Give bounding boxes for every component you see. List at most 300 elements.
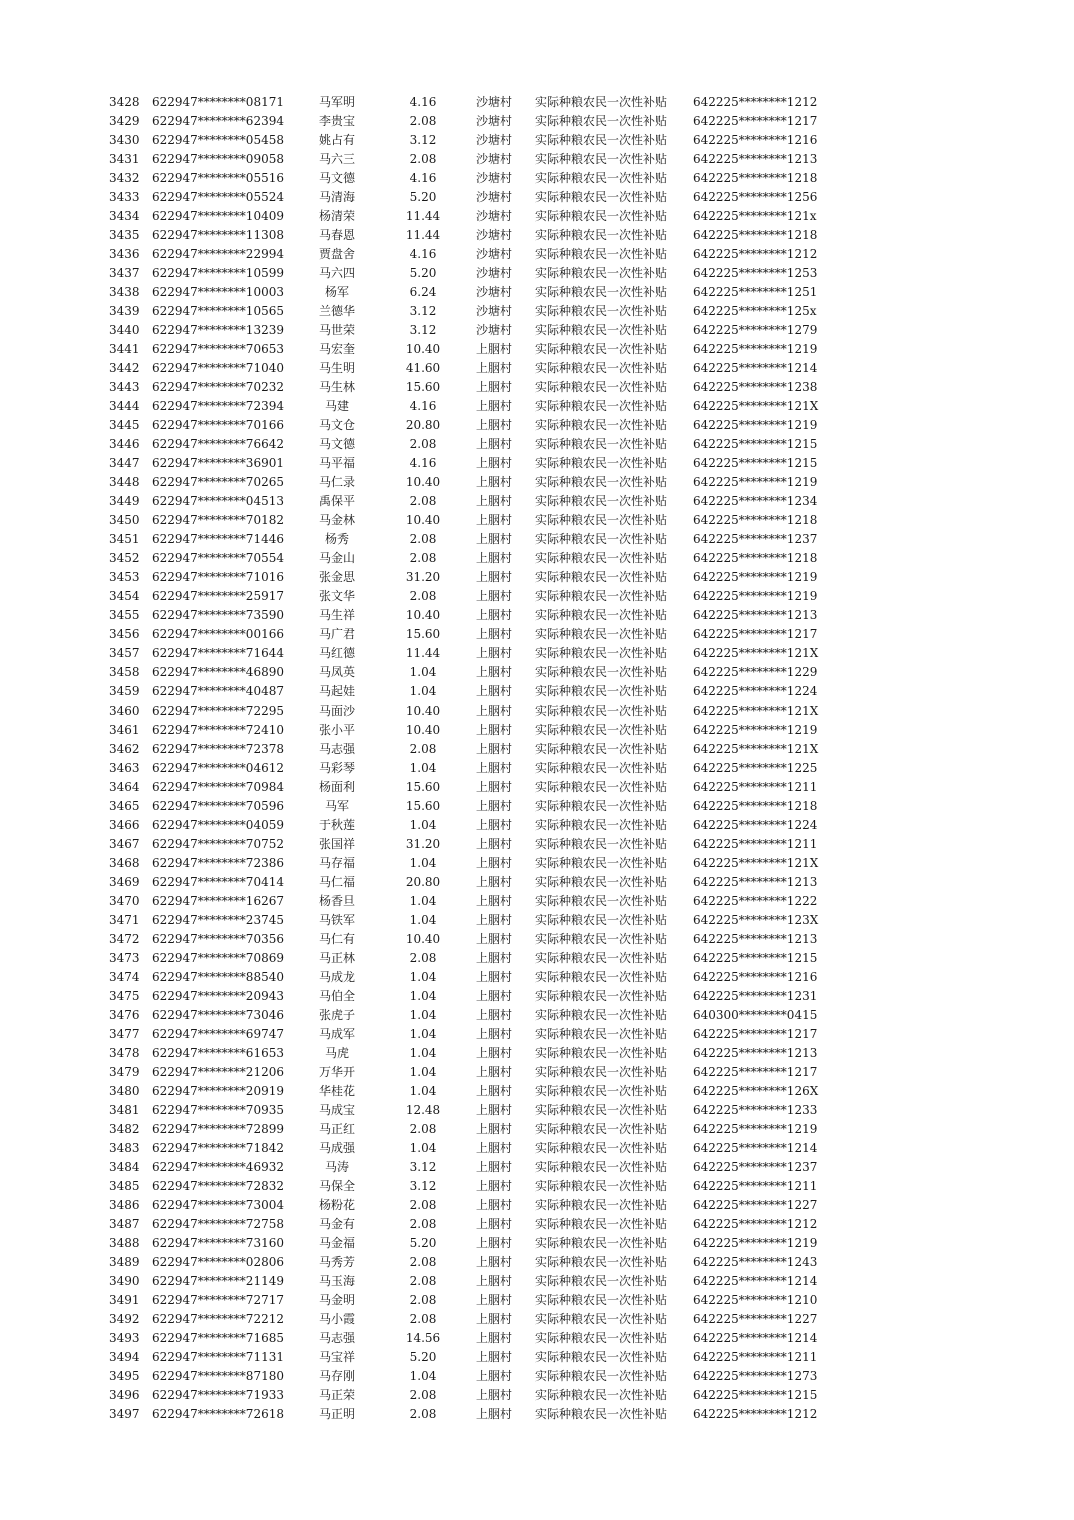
row-index: 3469 xyxy=(109,874,140,889)
row-index: 3467 xyxy=(109,836,140,851)
village-name: 上胭村 xyxy=(476,1197,513,1212)
farmer-name: 马金山 xyxy=(318,551,355,566)
account-number: 622947********72212 xyxy=(152,1312,284,1326)
village-name: 上胭村 xyxy=(476,779,513,794)
subsidy-type: 实际种粮农民一次性补贴 xyxy=(535,1083,668,1098)
table-row xyxy=(0,835,1074,854)
farmer-name: 马红德 xyxy=(318,646,355,661)
account-number: 622947********73160 xyxy=(152,1235,284,1250)
row-index: 3431 xyxy=(109,152,140,167)
village-name: 上胭村 xyxy=(476,1369,513,1384)
account-number: 622947********62394 xyxy=(152,114,284,129)
row-index: 3455 xyxy=(109,608,140,623)
subsidy-amount: 41.60 xyxy=(405,361,441,376)
id-number: 642225********1219 xyxy=(693,1121,818,1136)
table-row xyxy=(0,492,1074,511)
table-row xyxy=(0,359,1074,378)
id-number: 642225********1218 xyxy=(693,551,818,566)
subsidy-amount: 2.08 xyxy=(409,494,437,509)
id-number: 642225********1224 xyxy=(693,817,818,832)
village-name: 上胭村 xyxy=(476,494,513,509)
farmer-name: 马志强 xyxy=(318,741,355,756)
account-number: 622947********70653 xyxy=(152,342,284,357)
subsidy-amount: 1.04 xyxy=(409,665,437,680)
account-number: 622947********10599 xyxy=(152,266,284,281)
farmer-name: 杨香旦 xyxy=(318,893,355,908)
row-index: 3481 xyxy=(109,1102,140,1117)
subsidy-type: 实际种粮农民一次性补贴 xyxy=(535,1350,668,1365)
subsidy-amount: 3.12 xyxy=(409,323,437,338)
account-number: 622947********72832 xyxy=(152,1178,284,1193)
subsidy-amount: 11.44 xyxy=(405,209,441,224)
subsidy-type: 实际种粮农民一次性补贴 xyxy=(535,703,668,718)
village-name: 沙塘村 xyxy=(476,323,513,338)
farmer-name: 马金福 xyxy=(318,1235,355,1250)
id-number: 642225********1273 xyxy=(693,1369,818,1384)
village-name: 上胭村 xyxy=(476,684,513,699)
row-index: 3452 xyxy=(109,551,140,566)
account-number: 622947********20943 xyxy=(152,988,284,1003)
row-index: 3436 xyxy=(109,247,140,262)
account-number: 622947********04513 xyxy=(152,494,284,509)
account-number: 622947********71842 xyxy=(152,1140,284,1155)
table-row xyxy=(0,1196,1074,1215)
subsidy-amount: 2.08 xyxy=(409,437,437,452)
account-number: 622947********25917 xyxy=(152,589,284,604)
account-number: 622947********88540 xyxy=(152,969,284,984)
subsidy-amount: 1.04 xyxy=(409,1140,437,1155)
row-index: 3462 xyxy=(109,741,140,756)
account-number: 622947********87180 xyxy=(152,1369,284,1384)
table-row xyxy=(0,1386,1074,1405)
village-name: 上胭村 xyxy=(476,1235,513,1250)
table-row xyxy=(0,987,1074,1006)
account-number: 622947********20919 xyxy=(152,1083,284,1098)
id-number: 642225********1217 xyxy=(693,1064,818,1079)
subsidy-type: 实际种粮农民一次性补贴 xyxy=(535,380,668,395)
village-name: 上胭村 xyxy=(476,1254,513,1269)
subsidy-type: 实际种粮农民一次性补贴 xyxy=(535,1045,668,1060)
farmer-name: 马正红 xyxy=(318,1121,355,1136)
table-row xyxy=(0,949,1074,968)
village-name: 上胭村 xyxy=(476,627,513,642)
village-name: 上胭村 xyxy=(476,817,513,832)
subsidy-type: 实际种粮农民一次性补贴 xyxy=(535,475,668,490)
table-row xyxy=(0,302,1074,321)
row-index: 3488 xyxy=(109,1235,140,1250)
village-name: 上胭村 xyxy=(476,418,513,433)
id-number: 642225********1211 xyxy=(693,1178,818,1193)
row-index: 3474 xyxy=(109,969,140,984)
subsidy-type: 实际种粮农民一次性补贴 xyxy=(535,722,668,737)
table-row xyxy=(0,721,1074,740)
farmer-name: 杨清荣 xyxy=(318,209,355,224)
table-row xyxy=(0,1367,1074,1386)
table-row xyxy=(0,682,1074,701)
subsidy-amount: 4.16 xyxy=(409,399,437,414)
farmer-name: 马金林 xyxy=(318,513,355,528)
village-name: 上胭村 xyxy=(476,1331,513,1346)
table-row xyxy=(0,511,1074,530)
subsidy-type: 实际种粮农民一次性补贴 xyxy=(535,988,668,1003)
account-number: 622947********08171 xyxy=(152,95,284,109)
id-number: 642225********1219 xyxy=(693,342,818,357)
row-index: 3484 xyxy=(109,1159,140,1174)
farmer-name: 马仁福 xyxy=(318,874,355,889)
subsidy-type: 实际种粮农民一次性补贴 xyxy=(535,646,668,661)
account-number: 622947********72295 xyxy=(152,703,284,718)
subsidy-type: 实际种粮农民一次性补贴 xyxy=(535,912,668,927)
table-row xyxy=(0,340,1074,359)
row-index: 3457 xyxy=(109,646,140,661)
table-row xyxy=(0,1329,1074,1348)
row-index: 3446 xyxy=(109,437,140,452)
subsidy-type: 实际种粮农民一次性补贴 xyxy=(535,1121,668,1136)
village-name: 上胭村 xyxy=(476,1064,513,1079)
row-index: 3479 xyxy=(109,1064,140,1079)
farmer-name: 马建 xyxy=(324,399,349,414)
subsidy-type: 实际种粮农民一次性补贴 xyxy=(535,266,668,281)
farmer-name: 马文德 xyxy=(318,437,355,452)
table-row xyxy=(0,854,1074,873)
subsidy-type: 实际种粮农民一次性补贴 xyxy=(535,760,668,775)
account-number: 622947********21206 xyxy=(152,1064,284,1079)
account-number: 622947********16267 xyxy=(152,893,284,908)
farmer-name: 张虎子 xyxy=(318,1007,355,1022)
table-row xyxy=(0,930,1074,949)
account-number: 622947********72758 xyxy=(152,1216,284,1231)
subsidy-amount: 4.16 xyxy=(409,95,437,109)
village-name: 上胭村 xyxy=(476,1026,513,1041)
table-row xyxy=(0,911,1074,930)
subsidy-amount: 1.04 xyxy=(409,988,437,1003)
table-row xyxy=(0,1291,1074,1310)
id-number: 642225********1211 xyxy=(693,1350,818,1365)
id-number: 642225********1218 xyxy=(693,513,818,528)
village-name: 沙塘村 xyxy=(476,304,513,319)
account-number: 622947********72394 xyxy=(152,399,284,414)
row-index: 3445 xyxy=(109,418,140,433)
id-number: 642225********1212 xyxy=(693,1407,818,1422)
account-number: 622947********09058 xyxy=(152,152,284,167)
row-index: 3440 xyxy=(109,323,140,338)
table-row xyxy=(0,1253,1074,1272)
village-name: 上胭村 xyxy=(476,399,513,414)
table-row xyxy=(0,1101,1074,1120)
table-row xyxy=(0,150,1074,169)
subsidy-type: 实际种粮农民一次性补贴 xyxy=(535,1254,668,1269)
id-number: 642225********1214 xyxy=(693,1331,818,1346)
subsidy-type: 实际种粮农民一次性补贴 xyxy=(535,608,668,623)
village-name: 上胭村 xyxy=(476,1312,513,1326)
account-number: 622947********71685 xyxy=(152,1331,284,1346)
row-index: 3478 xyxy=(109,1045,140,1060)
subsidy-amount: 2.08 xyxy=(409,1197,437,1212)
id-number: 642225********1215 xyxy=(693,1388,818,1403)
account-number: 622947********72899 xyxy=(152,1121,284,1136)
table-row xyxy=(0,1348,1074,1367)
farmer-name: 马成宝 xyxy=(318,1102,355,1117)
farmer-name: 马凤英 xyxy=(318,665,355,680)
account-number: 622947********10003 xyxy=(152,285,284,300)
id-number: 642225********1213 xyxy=(693,608,818,623)
table-row xyxy=(0,816,1074,835)
account-number: 622947********71644 xyxy=(152,646,284,661)
subsidy-amount: 2.08 xyxy=(409,741,437,756)
account-number: 622947********70869 xyxy=(152,950,284,965)
row-index: 3490 xyxy=(109,1273,140,1288)
subsidy-amount: 2.08 xyxy=(409,1312,437,1326)
row-index: 3492 xyxy=(109,1312,140,1326)
id-number: 642225********1219 xyxy=(693,589,818,604)
subsidy-type: 实际种粮农民一次性补贴 xyxy=(535,532,668,547)
subsidy-amount: 2.08 xyxy=(409,1407,437,1422)
subsidy-amount: 15.60 xyxy=(405,779,441,794)
subsidy-amount: 3.12 xyxy=(409,304,437,319)
village-name: 上胭村 xyxy=(476,988,513,1003)
village-name: 上胭村 xyxy=(476,741,513,756)
account-number: 622947********02806 xyxy=(152,1254,284,1269)
table-row xyxy=(0,892,1074,911)
table-row xyxy=(0,93,1074,112)
subsidy-amount: 20.80 xyxy=(405,418,441,433)
village-name: 上胭村 xyxy=(476,361,513,376)
row-index: 3466 xyxy=(109,817,140,832)
id-number: 642225********1213 xyxy=(693,1045,818,1060)
account-number: 622947********70182 xyxy=(152,513,284,528)
subsidy-type: 实际种粮农民一次性补贴 xyxy=(535,1331,668,1346)
account-number: 622947********72378 xyxy=(152,741,284,756)
farmer-name: 杨军 xyxy=(324,285,349,300)
id-number: 642225********1222 xyxy=(693,893,818,908)
farmer-name: 马起娃 xyxy=(318,684,355,699)
table-row xyxy=(0,131,1074,150)
account-number: 622947********46932 xyxy=(152,1159,284,1174)
id-number: 642225********1234 xyxy=(693,494,818,509)
row-index: 3487 xyxy=(109,1216,140,1231)
table-row xyxy=(0,797,1074,816)
subsidy-amount: 2.08 xyxy=(409,152,437,167)
subsidy-type: 实际种粮农民一次性补贴 xyxy=(535,1369,668,1384)
subsidy-type: 实际种粮农民一次性补贴 xyxy=(535,798,668,813)
farmer-name: 马存刚 xyxy=(318,1369,355,1384)
id-number: 642225********1219 xyxy=(693,570,818,585)
row-index: 3437 xyxy=(109,266,140,281)
farmer-name: 马春恩 xyxy=(318,228,355,243)
id-number: 642225********1217 xyxy=(693,114,818,129)
farmer-name: 马秀芳 xyxy=(318,1254,355,1269)
farmer-name: 马正林 xyxy=(318,950,355,965)
farmer-name: 马成强 xyxy=(318,1140,355,1155)
row-index: 3430 xyxy=(109,133,140,148)
subsidy-amount: 1.04 xyxy=(409,817,437,832)
table-row xyxy=(0,264,1074,283)
row-index: 3493 xyxy=(109,1331,140,1346)
subsidy-type: 实际种粮农民一次性补贴 xyxy=(535,152,668,167)
farmer-name: 马文仓 xyxy=(318,418,355,433)
table-row xyxy=(0,1310,1074,1329)
table-row xyxy=(0,112,1074,131)
subsidy-type: 实际种粮农民一次性补贴 xyxy=(535,209,668,224)
id-number: 642225********121x xyxy=(693,209,817,224)
farmer-name: 马正荣 xyxy=(318,1388,355,1403)
row-index: 3447 xyxy=(109,456,140,471)
village-name: 上胭村 xyxy=(476,1121,513,1136)
farmer-name: 马文德 xyxy=(318,171,355,186)
village-name: 上胭村 xyxy=(476,646,513,661)
subsidy-type: 实际种粮农民一次性补贴 xyxy=(535,969,668,984)
row-index: 3483 xyxy=(109,1140,140,1155)
table-row xyxy=(0,663,1074,682)
row-index: 3473 xyxy=(109,950,140,965)
id-number: 642225********121X xyxy=(693,855,819,870)
farmer-name: 张小平 xyxy=(318,722,355,737)
subsidy-amount: 2.08 xyxy=(409,1388,437,1403)
farmer-name: 马宏奎 xyxy=(318,342,355,357)
row-index: 3460 xyxy=(109,703,140,718)
table-row xyxy=(0,1044,1074,1063)
village-name: 沙塘村 xyxy=(476,247,513,262)
table-row xyxy=(0,1215,1074,1234)
account-number: 622947********71016 xyxy=(152,570,284,585)
table-row xyxy=(0,473,1074,492)
row-index: 3482 xyxy=(109,1121,140,1136)
table-row xyxy=(0,1120,1074,1139)
table-row xyxy=(0,188,1074,207)
village-name: 上胭村 xyxy=(476,1083,513,1098)
account-number: 622947********70166 xyxy=(152,418,284,433)
id-number: 642225********1237 xyxy=(693,532,818,547)
village-name: 上胭村 xyxy=(476,1292,513,1307)
table-row xyxy=(0,1139,1074,1158)
farmer-name: 马志强 xyxy=(318,1331,355,1346)
village-name: 上胭村 xyxy=(476,1388,513,1403)
subsidy-amount: 14.56 xyxy=(405,1331,441,1346)
subsidy-amount: 1.04 xyxy=(409,684,437,699)
id-number: 642225********1227 xyxy=(693,1312,818,1326)
subsidy-amount: 1.04 xyxy=(409,1045,437,1060)
subsidy-type: 实际种粮农民一次性补贴 xyxy=(535,570,668,585)
account-number: 622947********72410 xyxy=(152,722,284,737)
subsidy-type: 实际种粮农民一次性补贴 xyxy=(535,95,668,109)
id-number: 642225********121X xyxy=(693,646,819,661)
subsidy-type: 实际种粮农民一次性补贴 xyxy=(535,741,668,756)
row-index: 3471 xyxy=(109,912,140,927)
subsidy-type: 实际种粮农民一次性补贴 xyxy=(535,684,668,699)
row-index: 3451 xyxy=(109,532,140,547)
subsidy-type: 实际种粮农民一次性补贴 xyxy=(535,1159,668,1174)
subsidy-amount: 4.16 xyxy=(409,456,437,471)
subsidy-type: 实际种粮农民一次性补贴 xyxy=(535,304,668,319)
account-number: 622947********05524 xyxy=(152,190,284,205)
subsidy-amount: 3.12 xyxy=(409,133,437,148)
subsidy-amount: 15.60 xyxy=(405,627,441,642)
id-number: 642225********1212 xyxy=(693,1216,818,1231)
id-number: 642225********1256 xyxy=(693,190,818,205)
village-name: 上胭村 xyxy=(476,437,513,452)
row-index: 3496 xyxy=(109,1388,140,1403)
farmer-name: 马军 xyxy=(324,798,349,813)
table-row xyxy=(0,644,1074,663)
account-number: 622947********70984 xyxy=(152,779,284,794)
village-name: 上胭村 xyxy=(476,969,513,984)
village-name: 沙塘村 xyxy=(476,228,513,243)
row-index: 3428 xyxy=(109,95,140,109)
farmer-name: 马伯全 xyxy=(318,988,355,1003)
village-name: 上胭村 xyxy=(476,1007,513,1022)
subsidy-amount: 10.40 xyxy=(405,931,441,946)
id-number: 642225********125x xyxy=(693,304,817,319)
subsidy-type: 实际种粮农民一次性补贴 xyxy=(535,361,668,376)
account-number: 622947********73590 xyxy=(152,608,284,623)
id-number: 642225********1214 xyxy=(693,1140,818,1155)
village-name: 上胭村 xyxy=(476,1102,513,1117)
row-index: 3433 xyxy=(109,190,140,205)
id-number: 642225********1211 xyxy=(693,779,818,794)
id-number: 642225********1251 xyxy=(693,285,818,300)
subsidy-amount: 2.08 xyxy=(409,114,437,129)
account-number: 622947********40487 xyxy=(152,684,284,699)
row-index: 3480 xyxy=(109,1083,140,1098)
village-name: 上胭村 xyxy=(476,570,513,585)
subsidy-type: 实际种粮农民一次性补贴 xyxy=(535,1292,668,1307)
table-row xyxy=(0,1177,1074,1196)
row-index: 3438 xyxy=(109,285,140,300)
id-number: 642225********1213 xyxy=(693,152,818,167)
table-row xyxy=(0,1234,1074,1253)
village-name: 沙塘村 xyxy=(476,114,513,129)
subsidy-amount: 1.04 xyxy=(409,893,437,908)
table-row xyxy=(0,207,1074,226)
id-number: 642225********1224 xyxy=(693,684,818,699)
village-name: 上胭村 xyxy=(476,950,513,965)
farmer-name: 张国祥 xyxy=(318,836,355,851)
subsidy-type: 实际种粮农民一次性补贴 xyxy=(535,665,668,680)
farmer-name: 马成军 xyxy=(318,1026,355,1041)
row-index: 3475 xyxy=(109,988,140,1003)
id-number: 642225********1217 xyxy=(693,1026,818,1041)
village-name: 上胭村 xyxy=(476,342,513,357)
village-name: 上胭村 xyxy=(476,475,513,490)
id-number: 642225********1225 xyxy=(693,760,818,775)
farmer-name: 马平福 xyxy=(318,456,355,471)
farmer-name: 马成龙 xyxy=(318,969,355,984)
village-name: 上胭村 xyxy=(476,1216,513,1231)
table-row xyxy=(0,454,1074,473)
subsidy-type: 实际种粮农民一次性补贴 xyxy=(535,1178,668,1193)
village-name: 沙塘村 xyxy=(476,171,513,186)
farmer-name: 马存福 xyxy=(318,855,355,870)
subsidy-amount: 1.04 xyxy=(409,1083,437,1098)
subsidy-type: 实际种粮农民一次性补贴 xyxy=(535,855,668,870)
subsidy-type: 实际种粮农民一次性补贴 xyxy=(535,513,668,528)
table-row xyxy=(0,378,1074,397)
account-number: 622947********71933 xyxy=(152,1388,284,1403)
farmer-name: 张金思 xyxy=(318,570,355,585)
village-name: 上胭村 xyxy=(476,608,513,623)
id-number: 642225********1253 xyxy=(693,266,818,281)
id-number: 642225********1219 xyxy=(693,722,818,737)
id-number: 642225********1243 xyxy=(693,1254,818,1269)
id-number: 642225********1210 xyxy=(693,1292,818,1307)
subsidy-type: 实际种粮农民一次性补贴 xyxy=(535,893,668,908)
village-name: 沙塘村 xyxy=(476,190,513,205)
account-number: 622947********46890 xyxy=(152,665,284,680)
subsidy-type: 实际种粮农民一次性补贴 xyxy=(535,931,668,946)
subsidy-amount: 4.16 xyxy=(409,247,437,262)
row-index: 3454 xyxy=(109,589,140,604)
table-row xyxy=(0,283,1074,302)
